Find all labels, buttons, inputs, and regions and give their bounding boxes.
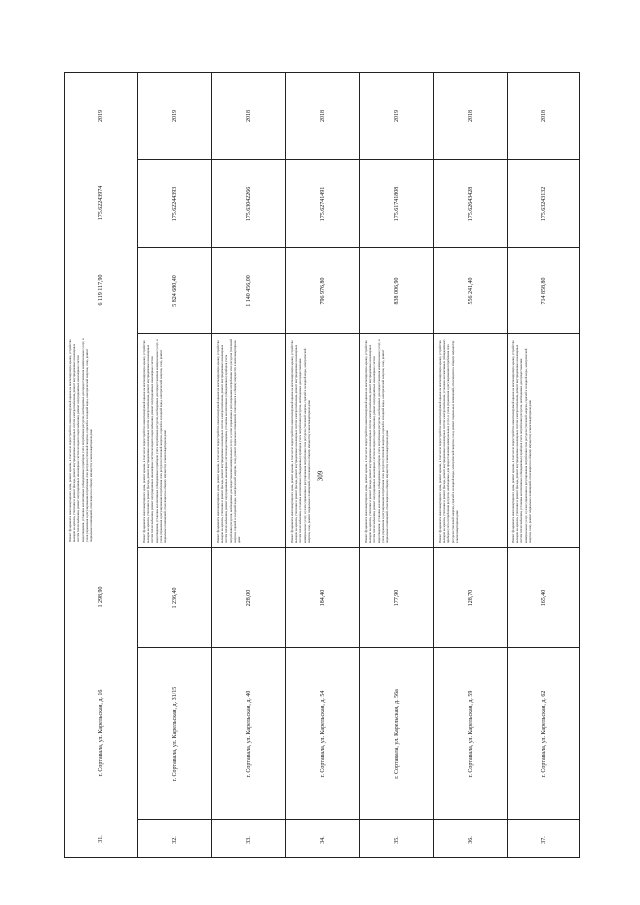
works-cell: Ремонт фундамента многоквартирного дома, ремонт крыши, в том числе переустройство невентилируемой крыши на вентилируемую крышу, устройство выходов на кровлю, утепление и ремонт фасада, ремонт внутридомовых инженерных систем электроснабжения, ремонт внутридомовых инженерных систем теплоснабжения, ремонт внутридомовых инженерных систем холодного водоснабжения, ремонт внутридомовых инженерных систем водоотведения, установка коллективных (общедомовых) приборов учета потребления ресурсов, необходимых для предоставления коммунальных услуг, и узлов управления и регулирования потребления этих ресурсов (тепловой энергии, горячей и холодной воды, электрической энергии, газа), ремонт подвальных помещений, относящихся к общему имуществу в многоквартирном доме <box>68 338 94 542</box>
table-row <box>211 73 285 857</box>
number-cell: 37. <box>508 819 579 859</box>
works-cell: Ремонт фундамента многоквартирного дома, ремонт крыши, в том числе переустройство невентилируемой крыши на вентилируемую крышу, устройство выходов на кровлю, утепление и ремонт фасада, ремонт внутридомовых инженерных систем электроснабжения, ремонт внутридомовых инженерных систем теплоснабжения, ремонт внутридомовых инженерных систем холодного водоснабжения, ремонт внутридомовых инженерных систем водоотведения, установка коллективных (общедомовых) приборов учета потребления ресурсов, необходимых для предоставления коммунальных услуг, и узлов управления и регулирования потребления этих ресурсов (тепловой энергии, горячей и холодной воды, электрической энергии, газа), ремонт подвальных помещений, относящихся к общему имуществу в многоквартирном доме <box>360 333 433 547</box>
area-cell: 1 236,40 <box>138 547 211 647</box>
cadastral-cell: 175.62741491 <box>286 159 359 247</box>
number-cell: 33. <box>212 819 285 859</box>
address-cell: г. Сортавала, ул. Карельская, д. 31/15 <box>138 647 211 819</box>
works-cell: Ремонт фундамента многоквартирного дома, ремонт крыши, в том числе переустройство невентилируемой крыши на вентилируемую крышу, устройство выходов на кровлю, утепление и ремонт фасада, ремонт внутридомовых инженерных систем электроснабжения, ремонт внутридомовых инженерных систем теплоснабжения, установка коллективных (общедомовых) приборов учета потребления ресурсов, необходимых для предоставления коммунальных услуг, и узлов управления и регулирования потребления этих ресурсов (тепловой энергии, горячей и холодной воды, электрической энергии, газа), ремонт подвальных помещений, относящихся к общему имуществу в многоквартирном доме <box>508 333 579 547</box>
number-cell: 31. <box>98 835 104 843</box>
cost-cell: 5 824 680,40 <box>138 247 211 333</box>
cadastral-cell: 175.62243974 <box>98 185 104 221</box>
cadastral-cell: 175.63243132 <box>508 159 579 247</box>
cost-cell: 556 241,40 <box>434 247 507 333</box>
works-cell: Ремонт фундамента многоквартирного дома, ремонт крыши, в том числе переустройство невентилируемой крыши на вентилируемую крышу, устройство выходов на кровлю, утепление и ремонт фасада, ремонт внутридомовых инженерных систем электроснабжения, ремонт внутридомовых инженерных систем теплоснабжения, установка коллективных (общедомовых) приборов учета потребления ресурсов, необходимых для предоставления коммунальных услуг, и узлов управления и регулирования потребления этих ресурсов (тепловой энергии, горячей и холодной воды, электрической энергии, газа), ремонт подвальных помещений, относящихся к общему имуществу в многоквартирном доме <box>286 333 359 547</box>
address-cell: г. Сортавала, ул. Карельская, д. 56а <box>360 647 433 819</box>
table-row <box>359 73 433 857</box>
cost-cell: 796 976,80 <box>286 247 359 333</box>
year-cell: 2018 <box>319 110 326 122</box>
year-cell: 2018 <box>467 110 474 122</box>
cost-cell: 6 119 117,90 <box>98 274 104 306</box>
table-row <box>433 73 507 857</box>
year-cell: 2018 <box>540 110 547 122</box>
cost-cell: 1 140 456,00 <box>212 247 285 333</box>
table-row <box>137 73 211 857</box>
cost-cell: 714 858,80 <box>508 247 579 333</box>
cadastral-cell: 175.63042266 <box>212 159 285 247</box>
cadastral-cell: 175.61741808 <box>360 159 433 247</box>
year-cell: 2019 <box>171 110 178 122</box>
address-cell: г. Сортавала, ул. Карельская, д. 54 <box>286 647 359 819</box>
year-cell: 2019 <box>393 110 400 122</box>
address-cell: г. Сортавала, ул. Карельская, д. 16 <box>98 689 104 777</box>
area-cell: 184,40 <box>286 547 359 647</box>
cost-cell: 838 006,90 <box>360 247 433 333</box>
works-cell: Ремонт фундамента многоквартирного дома, ремонт крыши, в том числе переустройство невентилируемой крыши на вентилируемую крышу, устройство выходов на кровлю, утепление и ремонт фасада, ремонт внутридомовых инженерных систем электроснабжения, ремонт внутридомовых инженерных систем теплоснабжения, ремонт внутридомовых инженерных систем холодного водоснабжения, ремонт внутридомовых инженерных систем водоотведения, установка коллективных (общедомовых) приборов учета потребления ресурсов, необходимых для предоставления коммунальных услуг, и узлов управления и регулирования потребления этих ресурсов (тепловой энергии, горячей и холодной воды, электрической энергии, газа), ремонт подвальных помещений, относящихся к общему имуществу в многоквартирном доме <box>138 333 211 547</box>
year-cell: 2018 <box>245 110 252 122</box>
table-row <box>65 73 137 857</box>
works-cell: Ремонт фундамента многоквартирного дома, ремонт крыши, в том числе переустройство невентилируемой крыши на вентилируемую крышу, устройство выходов на кровлю, утепление и ремонт фасада, ремонт внутридомовых инженерных систем электроснабжения, ремонт внутридомовых инженерных систем теплоснабжения, ремонт внутридомовых инженерных систем водоотведения, установка коллективных (общедомовых) приборов учета потребления ресурсов, необходимых для предоставления коммунальных услуг, и узлов управления и регулирования потребления этих ресурсов (тепловой энергии, горячей и холодной воды, электрической энергии, газа), ремонт подвальных помещений, относящихся к общему имуществу в многоквартирном доме <box>212 333 285 547</box>
number-cell: 32. <box>138 819 211 859</box>
number-cell: 36. <box>434 819 507 859</box>
cadastral-cell: 175.62244393 <box>138 159 211 247</box>
page-number: 309 <box>316 470 324 482</box>
repair-program-table <box>64 72 580 858</box>
address-cell: г. Сортавала, ул. Карельская, д. 59 <box>434 647 507 819</box>
address-cell: г. Сортавала, ул. Карельская, д. 40 <box>212 647 285 819</box>
area-cell: 128,70 <box>434 547 507 647</box>
table-row <box>507 73 579 857</box>
area-cell: 1 298,90 <box>98 586 104 608</box>
area-cell: 228,00 <box>212 547 285 647</box>
address-cell: г. Сортавала, ул. Карельская, д. 62 <box>508 647 579 819</box>
table-row <box>285 73 359 857</box>
year-cell: 2019 <box>98 110 104 122</box>
area-cell: 177,90 <box>360 547 433 647</box>
area-cell: 165,40 <box>508 547 579 647</box>
works-cell: Ремонт фундамента многоквартирного дома, ремонт крыши, в том числе переустройство невентилируемой крыши на вентилируемую крышу, устройство выходов на кровлю, утепление и ремонт фасада, ремонт внутридомовых инженерных систем электроснабжения, установка коллективных (общедомовых) приборов учета потребления ресурсов, необходимых для предоставления коммунальных услуг, и узлов управления и регулирования потребления этих ресурсов (тепловой энергии, горячей и холодной воды, электрической энергии, газа), ремонт подвальных помещений, относящихся к общему имуществу в многоквартирном доме <box>434 333 507 547</box>
cadastral-cell: 175.62643428 <box>434 159 507 247</box>
number-cell: 35. <box>360 819 433 859</box>
number-cell: 34. <box>286 819 359 859</box>
